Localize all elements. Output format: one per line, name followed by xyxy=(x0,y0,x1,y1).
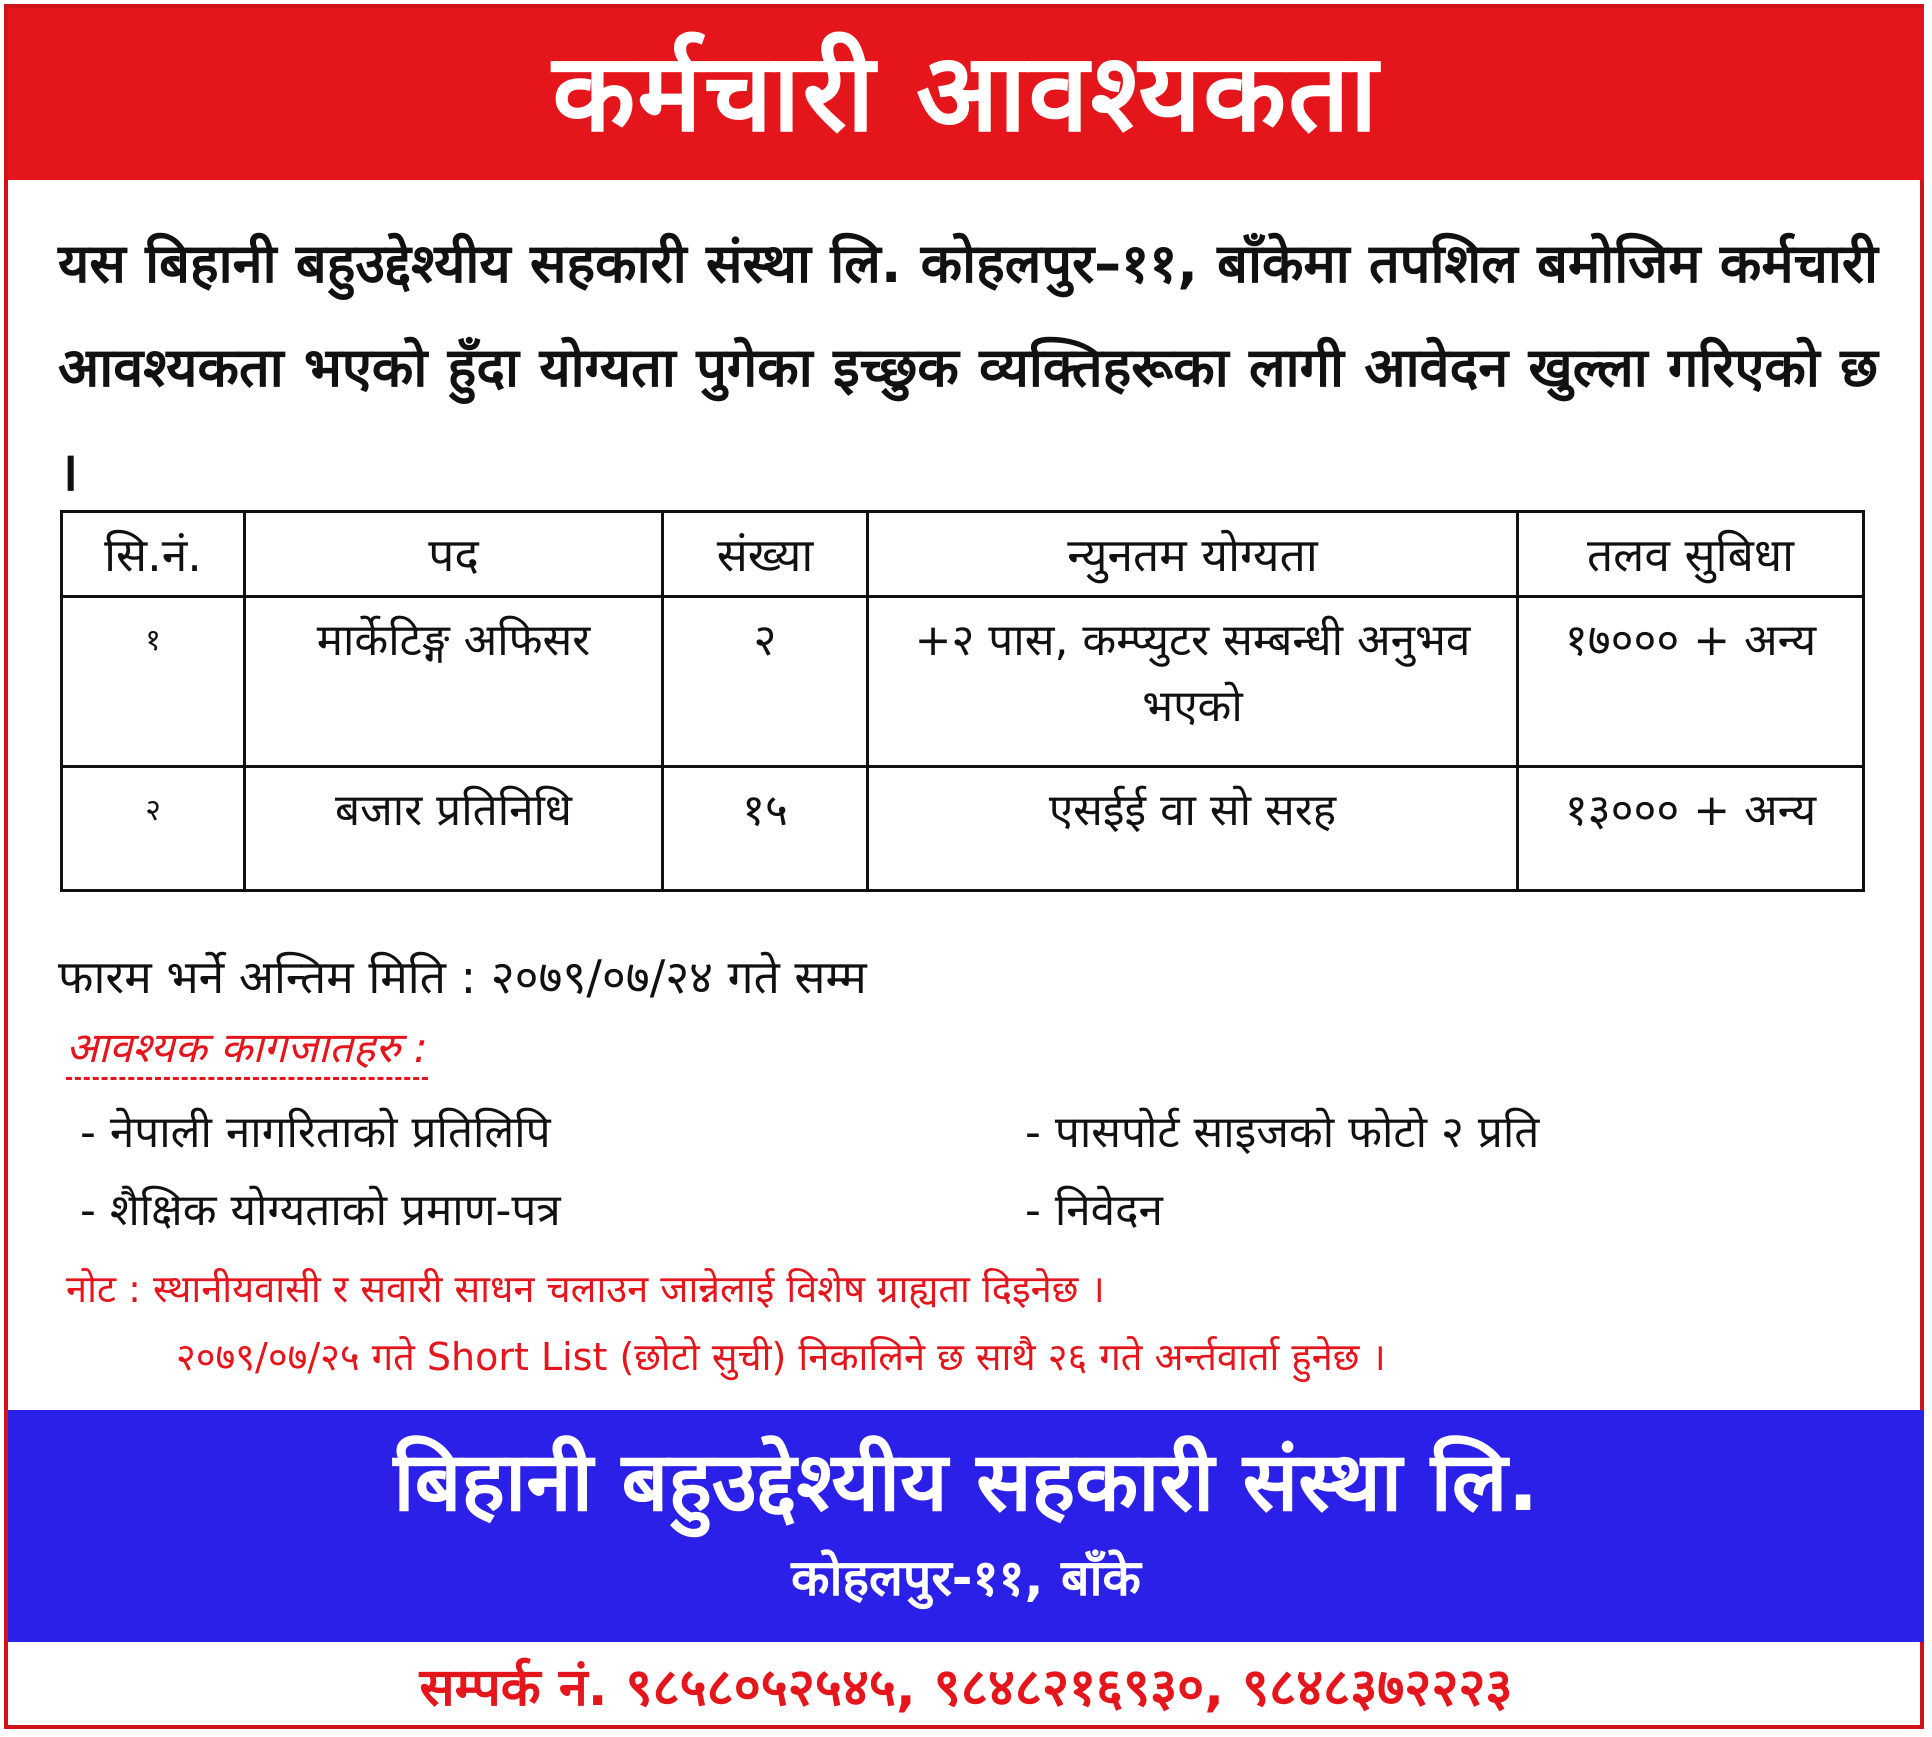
page-title: कर्मचारी आवश्यकता xyxy=(552,31,1380,156)
list-item: - निवेदन xyxy=(1025,1185,1163,1236)
header-banner xyxy=(8,8,1924,180)
cell-count: १५ xyxy=(663,767,868,891)
intro-paragraph: यस बिहानी बहुउद्देश्यीय सहकारी संस्था लि. कोहलपुर–११, बाँकेमा तपशिल बमोजिम कर्मचारी आवश्यकता भएको हुँदा योग्यता पुगेका इच्छुक व्यक्तिहरूका लागी आवेदन खुल्ला गरिएको छ । xyxy=(58,232,1878,503)
list-item: - पासपोर्ट साइजको फोटो २ प्रति xyxy=(1025,1107,1540,1158)
note-line-1: नोट : स्थानीयवासी र सवारी साधन चलाउन जान्नेलाई विशेष ग्राह्यता दिइनेछ । xyxy=(66,1267,1105,1311)
cell-salary: १३००० + अन्य xyxy=(1518,767,1864,891)
cell-post: बजार प्रतिनिधि xyxy=(245,767,663,891)
cell-sn: २ xyxy=(62,767,245,891)
column-header-sn: सि.नं. xyxy=(62,512,245,597)
contact-numbers: सम्पर्क नं. ९८५८०५२५४५, ९८४८२१६९३०, ९८४८३७२२२३ xyxy=(419,1658,1513,1718)
cell-count: २ xyxy=(663,597,868,767)
cell-qualification: एसईई वा सो सरह xyxy=(868,767,1518,891)
cell-salary: १७००० + अन्य xyxy=(1518,597,1864,767)
documents-list xyxy=(80,1100,1640,1238)
list-item: - शैक्षिक योग्यताको प्रमाण-पत्र xyxy=(80,1185,561,1236)
footer-banner xyxy=(8,1410,1924,1642)
table-row xyxy=(62,767,1864,891)
column-header-count: संख्या xyxy=(663,512,868,597)
column-header-salary: तलव सुबिधा xyxy=(1518,512,1864,597)
cell-post: मार्केटिङ्ग अफिसर xyxy=(245,597,663,767)
documents-heading: आवश्यक कागजातहरु : xyxy=(66,1018,428,1080)
table-header-row xyxy=(62,512,1864,597)
application-deadline: फारम भर्ने अन्तिम मिति : २०७९/०७/२४ गते सम्म xyxy=(58,950,867,1004)
column-header-qualification: न्युनतम योग्यता xyxy=(868,512,1518,597)
vacancy-table xyxy=(60,510,1865,892)
column-header-post: पद xyxy=(245,512,663,597)
list-item: - नेपाली नागरिताको प्रतिलिपि xyxy=(80,1107,551,1158)
cell-sn: १ xyxy=(62,597,245,767)
cell-qualification: +२ पास, कम्प्युटर सम्बन्धी अनुभव भएको xyxy=(868,597,1518,767)
organization-address: कोहलपुर-११, बाँके xyxy=(791,1549,1141,1608)
note-line-2: २०७९/०७/२५ गते Short List (छोटो सुची) निकालिने छ साथै २६ गते अर्न्तवार्ता हुनेछ । xyxy=(176,1335,1386,1379)
table-row xyxy=(62,597,1864,767)
organization-name: बिहानी बहुउद्देश्यीय सहकारी संस्था लि. xyxy=(393,1435,1539,1530)
